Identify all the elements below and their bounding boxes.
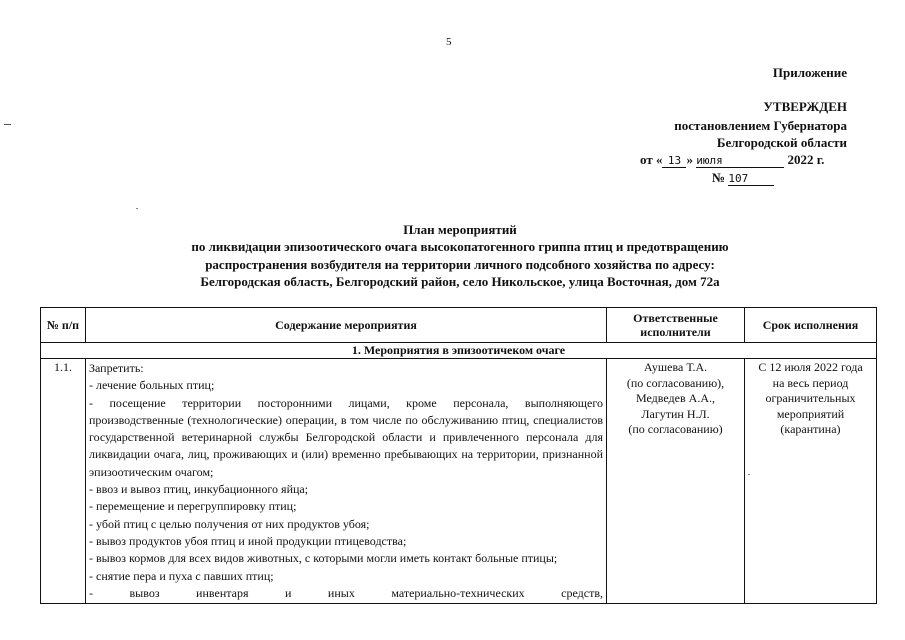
approved-label: УТВЕРЖДЕН — [763, 99, 847, 114]
plan-title-line-4: Белгородская область, Белгородский район, село Никольское, улица Восточная, дом 72а — [200, 274, 720, 289]
term-line: мероприятий (карантина) — [776, 406, 845, 436]
approval-date — [640, 152, 824, 168]
content-line: - вывоз инвентаря и иных материально-технических средств, — [89, 585, 603, 600]
responsible-line: Медведев А.А., — [636, 391, 715, 405]
page-number: 5 — [446, 36, 452, 48]
content-line: - перемещение и перегруппировку птиц; — [89, 499, 297, 514]
number-prefix: № — [712, 170, 726, 185]
content-line: - лечение больных птиц; — [89, 378, 215, 393]
row-term — [745, 359, 877, 604]
row-responsible — [607, 359, 745, 604]
table-row — [41, 359, 877, 604]
content-line: - ввоз и вывоз птиц, инкубационного яйца; — [89, 482, 309, 497]
approval-line-1: постановлением Губернатора — [674, 118, 847, 133]
plan-title-line-3: распространения возбудителя на территории личного подсобного хозяйства по адресу: — [205, 257, 715, 272]
responsible-line: Лагутин Н.Л. — [641, 406, 710, 421]
plan-title: План мероприятий — [403, 222, 517, 237]
plan-title-line-2: по ликвидации эпизоотического очага высокопатогенного гриппа птиц и предотвращению — [191, 239, 729, 254]
date-year: 2022 г. — [787, 152, 825, 167]
appendix-label: Приложение — [772, 65, 847, 80]
date-mid: » — [686, 152, 693, 167]
number-value: 107 — [728, 172, 774, 186]
approval-line-2: Белгородской области — [716, 135, 847, 150]
row-number: 1.1. — [41, 359, 86, 604]
row-content — [86, 359, 607, 604]
date-day: 13 — [662, 154, 686, 168]
header-num: № п/п — [41, 308, 86, 343]
content-line: - убой птиц с целью получения от них продуктов убоя; — [89, 516, 370, 531]
term-line: на весь период — [772, 375, 849, 390]
responsible-line: Аушева Т.А. — [643, 360, 708, 374]
date-month: июля — [696, 154, 784, 168]
content-line: - снятие пера и пуха с павших птиц; — [89, 568, 274, 583]
content-line: - вывоз кормов для всех видов животных, с которыми могли иметь контакт больные птицы; — [89, 551, 558, 566]
header-content: Содержание мероприятия — [86, 308, 607, 343]
header-responsible: Ответственные исполнители — [607, 308, 745, 343]
section-title: 1. Мероприятия в эпизоотичеком очаге — [41, 343, 877, 359]
table-header-row — [41, 308, 877, 343]
plan-table — [40, 307, 877, 604]
date-prefix: от « — [640, 152, 663, 167]
header-term: Срок исполнения — [745, 308, 877, 343]
section-row — [41, 343, 877, 359]
responsible-line: (по согласованию) — [628, 422, 723, 436]
scan-speck — [136, 208, 138, 209]
approval-number — [712, 170, 774, 186]
term-line: С 12 июля 2022 года — [758, 360, 863, 374]
content-line: - посещение территории посторонними лицами, кроме персонала, выполняющего производственные (технологические) операции, в том числе по обслуживанию птиц, специалистов государственной ветеринарной службы Белгородской области и привлеченного персонала для ликвидации очага, лиц, проживающих и (или) временно пребывающих на территории, признанной эпизоотическим очагом; — [89, 395, 603, 479]
responsible-line: (по согласованию), — [626, 375, 725, 390]
content-line: Запретить: — [89, 361, 144, 375]
term-line: ограничительных — [765, 391, 856, 405]
margin-mark — [4, 124, 11, 125]
content-line: - вывоз продуктов убоя птиц и иной продукции птицеводства; — [89, 533, 407, 548]
